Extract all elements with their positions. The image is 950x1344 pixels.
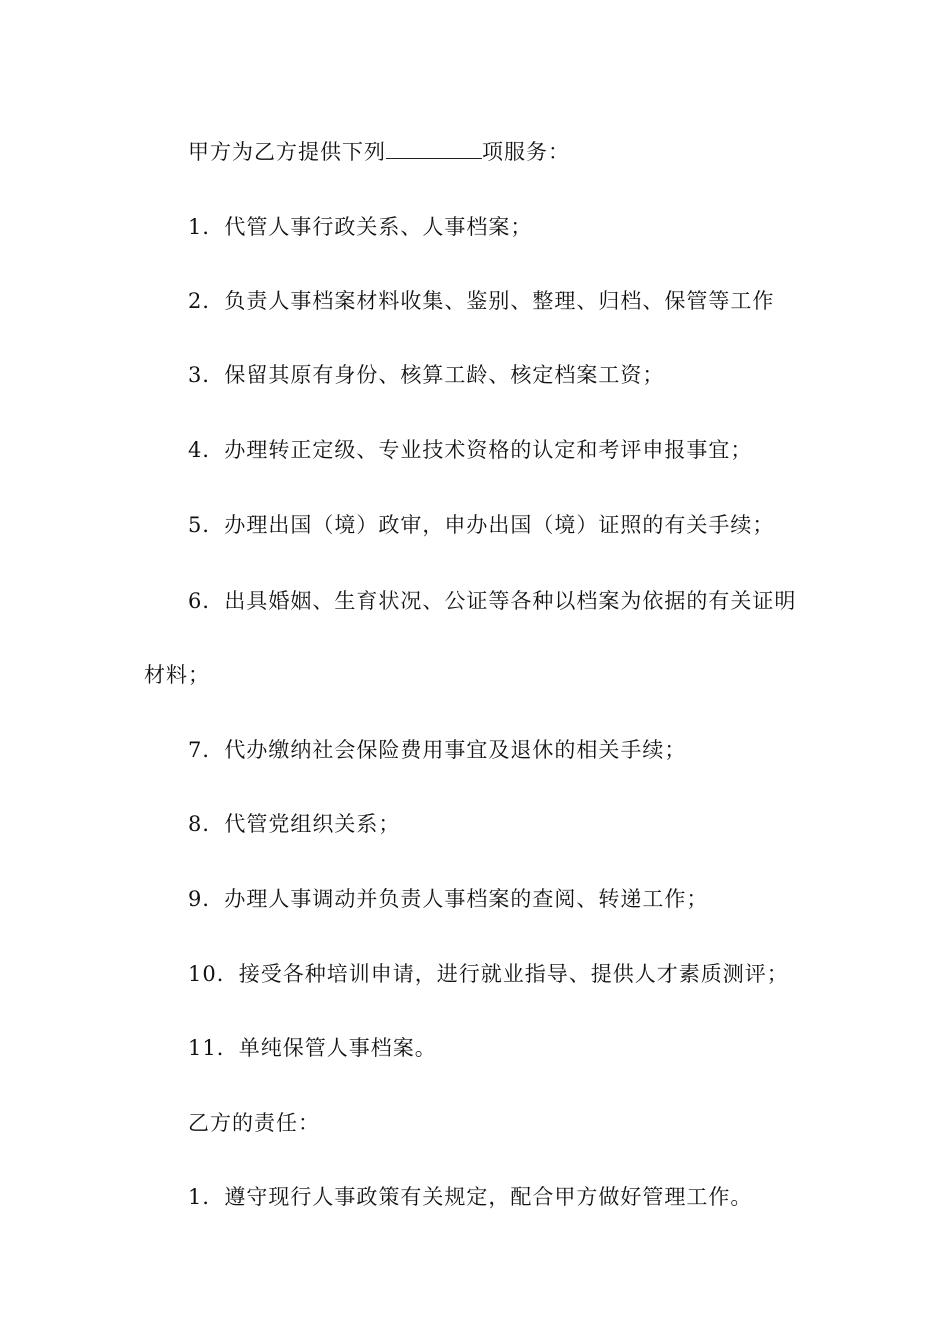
service-item-6: 6．出具婚姻、生育状况、公证等各种以档案为依据的有关证明 (188, 589, 797, 613)
service-item-7: 7．代办缴纳社会保险费用事宜及退休的相关手续； (188, 738, 687, 762)
intro-paragraph (188, 137, 570, 167)
service-item-6-continuation: 材料； (144, 663, 210, 687)
service-item-10: 10．接受各种培训申请，进行就业指导、提供人才素质测评； (188, 962, 789, 986)
service-item-5: 5．办理出国（境）政审，申办出国（境）证照的有关手续； (188, 513, 775, 537)
fill-in-blank (386, 138, 482, 159)
service-item-3: 3．保留其原有身份、核算工龄、核定档案工资； (188, 363, 665, 387)
party-b-heading: 乙方的责任： (188, 1111, 320, 1135)
intro-text-start: 甲方为乙方提供下列 (188, 140, 386, 164)
party-b-item-1: 1．遵守现行人事政策有关规定，配合甲方做好管理工作。 (188, 1185, 753, 1209)
intro-text-end: 项服务： (482, 140, 570, 164)
service-item-2: 2．负责人事档案材料收集、鉴别、整理、归档、保管等工作 (188, 289, 775, 313)
service-item-8: 8．代管党组织关系； (188, 812, 401, 836)
service-item-11: 11．单纯保管人事档案。 (188, 1036, 437, 1060)
service-item-1: 1．代管人事行政关系、人事档案； (188, 215, 533, 239)
service-item-9: 9．办理人事调动并负责人事档案的查阅、转递工作； (188, 887, 709, 911)
service-item-4: 4．办理转正定级、专业技术资格的认定和考评申报事宜； (188, 438, 753, 462)
